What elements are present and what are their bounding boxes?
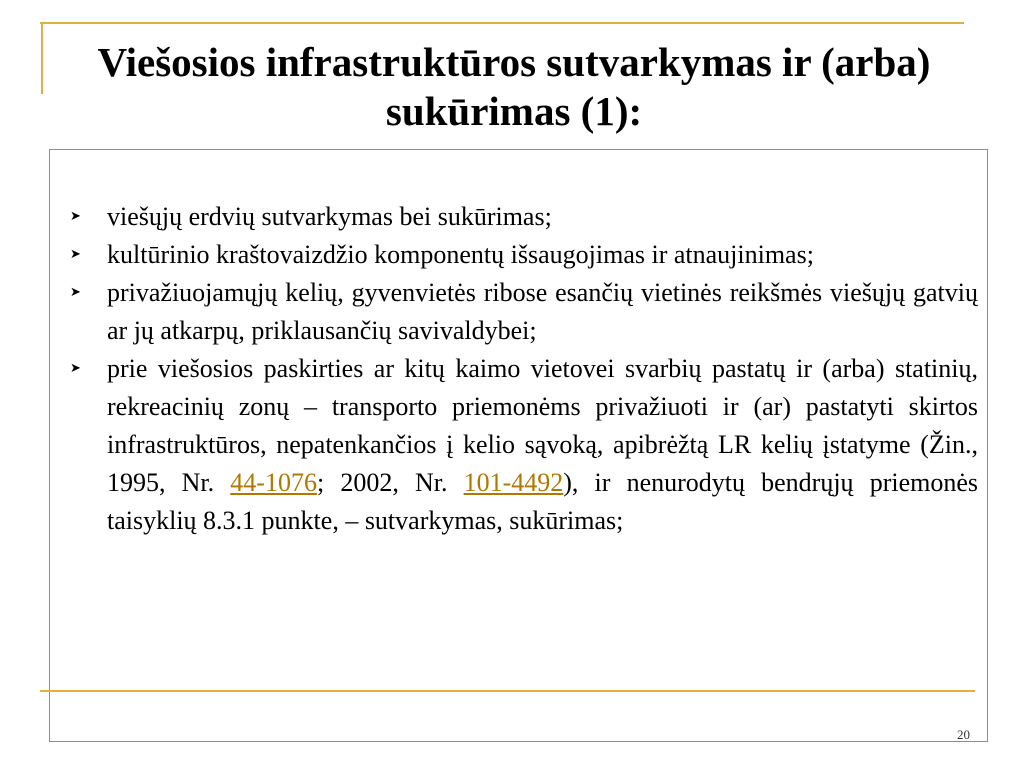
footer-divider-line <box>40 690 975 692</box>
bullet-text-after: ), ir nenurodytų bendrųjų priemonės taisyklių 8.3.1 punkte, – sutvarkymas, sukūrimas; <box>107 468 979 535</box>
title-frame-left-line <box>41 22 43 94</box>
slide-title: Viešosios infrastruktūros sutvarkymas ir (arba) sukūrimas (1): <box>97 39 931 134</box>
bullet-item-public-spaces <box>70 198 978 236</box>
bullet-text: privažiuojamųjų kelių, gyvenvietės ribose esančių vietinės reikšmės viešųjų gatvių ar jų atkarpų, priklausančių savivaldybei; <box>107 278 978 345</box>
arrow-right-icon: ➤ <box>70 361 81 376</box>
legal-reference-link-44-1076[interactable]: 44-1076 <box>230 468 317 497</box>
bullet-list <box>70 198 978 540</box>
bullet-text-middle: ; 2002, Nr. <box>316 468 464 497</box>
bullet-text: viešųjų erdvių sutvarkymas bei sukūrimas; <box>107 202 552 231</box>
bullet-text: kultūrinio kraštovaizdžio komponentų išsaugojimas ir atnaujinimas; <box>107 240 814 269</box>
arrow-right-icon: ➤ <box>70 209 81 224</box>
page-number: 20 <box>957 727 970 742</box>
bullet-item-cultural-landscape <box>70 236 978 274</box>
legal-reference-link-101-4492[interactable]: 101-4492 <box>463 468 564 497</box>
title-frame-top-line <box>40 22 964 24</box>
arrow-right-icon: ➤ <box>70 247 81 262</box>
bullet-item-access-roads <box>70 274 978 350</box>
bullet-item-transport-infrastructure <box>70 350 978 540</box>
bullet-text-before: prie viešosios paskirties ar kitų kaimo vietovei svarbių pastatų ir (arba) statinių, rekreacinių zonų – transporto priemonėms privažiuoti ir (ar) pastatyti skirtos infrastruktūros, nepatenkančios į kelio sąvoką, apibrėžtą LR kelių įstatyme (Žin., 1995, Nr. <box>107 354 978 497</box>
arrow-right-icon: ➤ <box>70 285 81 300</box>
